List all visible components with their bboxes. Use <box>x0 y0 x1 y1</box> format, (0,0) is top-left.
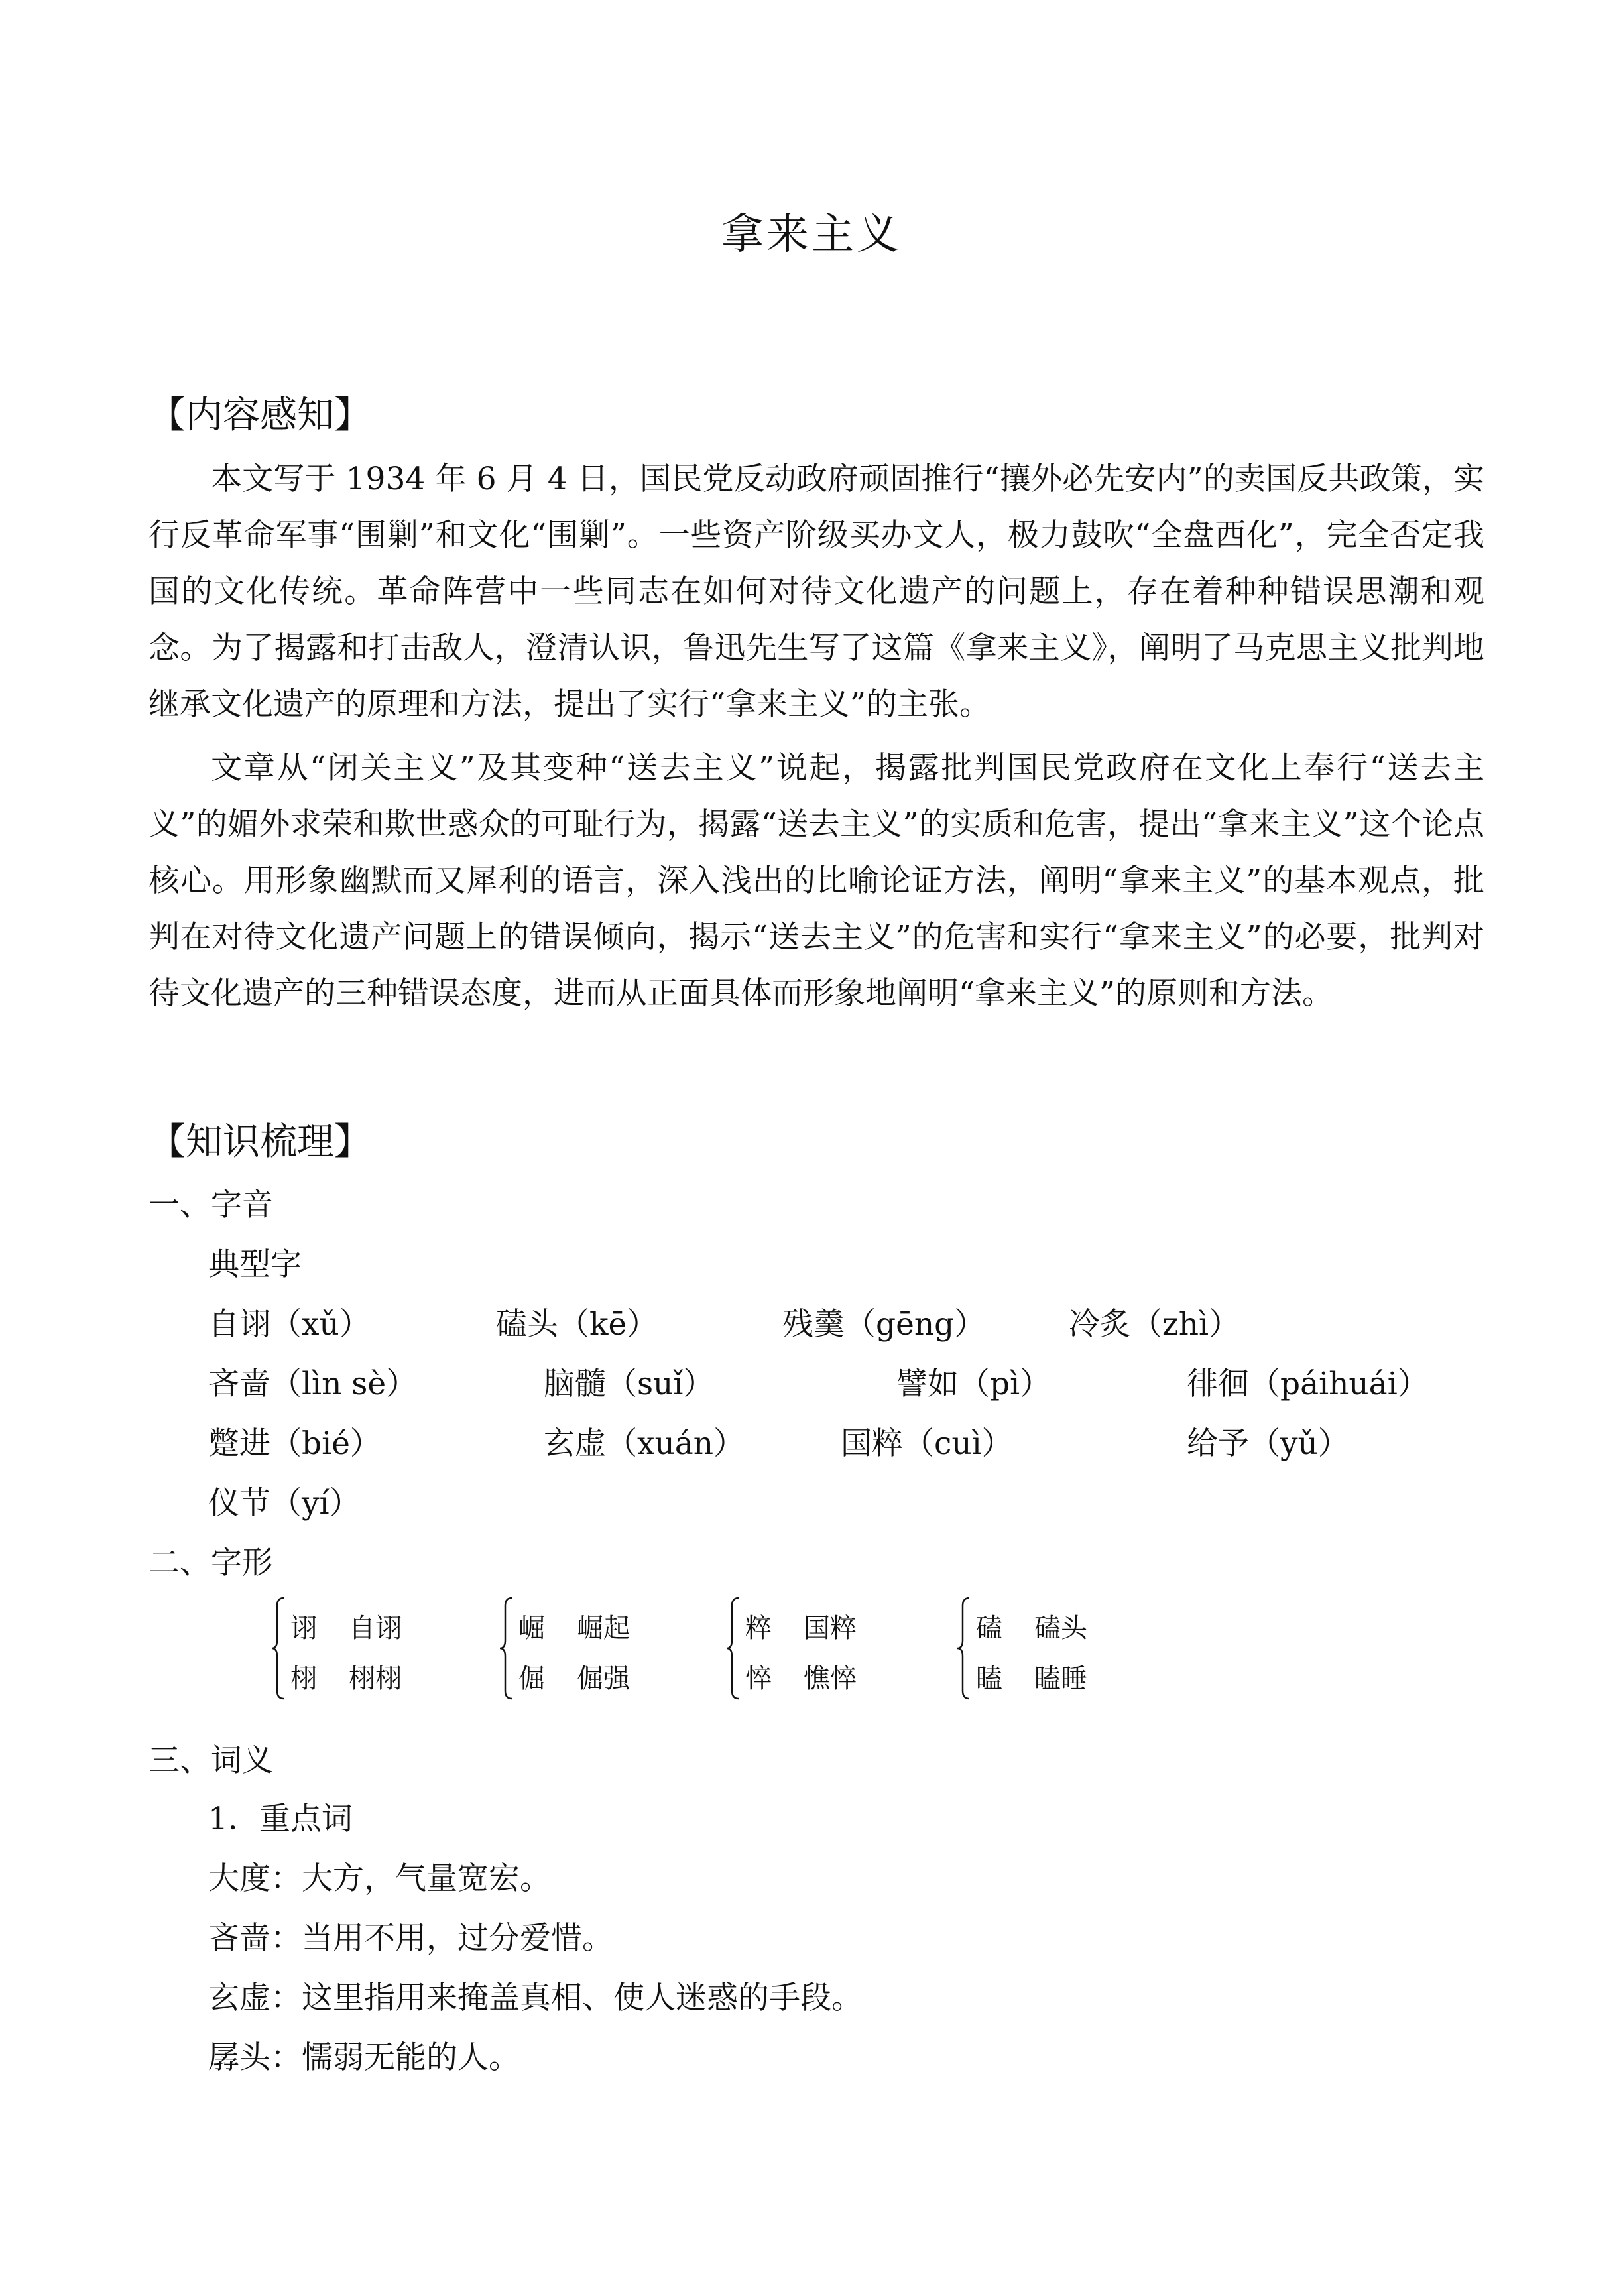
char-top: 粹 <box>745 1613 772 1644</box>
char-top: 磕 <box>976 1613 1002 1644</box>
pron-item: 蹩进（bié） <box>208 1425 381 1462</box>
definition-item: 玄虚：这里指用来掩盖真相、使人迷惑的手段。 <box>208 1980 863 2016</box>
char-bottom: 瞌 <box>976 1663 1002 1694</box>
brace-icon <box>270 1595 286 1701</box>
page-title: 拿来主义 <box>721 210 902 259</box>
word-top: 崛起 <box>577 1613 630 1644</box>
definition-item: 孱头：懦弱无能的人。 <box>208 2039 520 2076</box>
pron-item: 徘徊（páihuái） <box>1187 1366 1429 1402</box>
ziyin-subheading: 典型字 <box>208 1246 302 1283</box>
pron-item: 国粹（cuì） <box>841 1425 1013 1462</box>
char-top: 诩 <box>290 1613 317 1644</box>
section-heading-knowledge: 【知识梳理】 <box>149 1120 371 1164</box>
char-bottom: 栩 <box>290 1663 317 1694</box>
definition-item: 吝啬：当用不用，过分爱惜。 <box>208 1920 613 1957</box>
word-top: 自诩 <box>349 1613 402 1644</box>
pron-item: 脑髓（suǐ） <box>544 1366 715 1402</box>
word-top: 磕头 <box>1034 1613 1087 1644</box>
char-bottom: 倔 <box>518 1663 545 1694</box>
pron-item: 冷炙（zhì） <box>1069 1306 1240 1343</box>
pron-item: 譬如（pì） <box>896 1366 1052 1402</box>
brace-icon <box>725 1595 741 1701</box>
section-heading-content: 【内容感知】 <box>149 394 371 437</box>
paragraph-2: 文章从“闭关主义”及其变种“送去主义”说起，揭露批判国民党政府在文化上奉行“送去主义”的媚外求荣和欺世惑众的可耻行为，揭露“送去主义”的实质和危害，提出“拿来主义”这个论点核心。用形象幽默而又犀利的语言，深入浅出的比喻论证方法，阐明“拿来主义”的基本观点，批判在对待文化遗产问题上的错误倾向，揭示“送去主义”的危害和实行“拿来主义”的必要，批判对待文化遗产的三种错误态度，进而从正面具体而形象地阐明“拿来主义”的原则和方法。 <box>149 750 1484 1012</box>
pron-item: 仪节（yí） <box>208 1485 361 1522</box>
pron-item: 玄虚（xuán） <box>544 1425 745 1462</box>
brace-icon <box>499 1595 514 1701</box>
word-top: 国粹 <box>804 1613 857 1644</box>
word-bottom: 栩栩 <box>349 1663 402 1694</box>
pron-item: 吝啬（lìn sè） <box>208 1366 418 1402</box>
pron-item: 残羹（gēng） <box>782 1306 986 1343</box>
char-bottom: 悴 <box>745 1663 772 1694</box>
ciyi-heading: 三、词义 <box>149 1742 273 1779</box>
zixing-heading: 二、字形 <box>149 1545 273 1581</box>
pron-item: 磕头（kē） <box>496 1306 658 1343</box>
brace-icon <box>956 1595 972 1701</box>
ziyin-heading: 一、字音 <box>149 1187 273 1223</box>
pron-item: 自诩（xǔ） <box>208 1306 371 1343</box>
paragraph-1: 本文写于 1934 年 6 月 4 日，国民党反动政府顽固推行“攘外必先安内”的卖国反共政策，实行反革命军事“围剿”和文化“围剿”。一些资产阶级买办文人，极力鼓吹“全盘西化”，完全否定我国的文化传统。革命阵营中一些同志在如何对待文化遗产的问题上，存在着种种错误思潮和观念。为了揭露和打击敌人，澄清认识，鲁迅先生写了这篇《拿来主义》，阐明了马克思主义批判地继承文化遗产的原理和方法，提出了实行“拿来主义”的主张。 <box>149 461 1484 723</box>
pron-item: 给予（yǔ） <box>1187 1425 1349 1462</box>
char-top: 崛 <box>518 1613 545 1644</box>
word-bottom: 憔悴 <box>804 1663 857 1694</box>
word-bottom: 瞌睡 <box>1034 1663 1087 1694</box>
definition-item: 大度：大方，气量宽宏。 <box>208 1860 551 1897</box>
word-bottom: 倔强 <box>577 1663 630 1694</box>
ciyi-subheading: 1．重点词 <box>208 1801 353 1837</box>
